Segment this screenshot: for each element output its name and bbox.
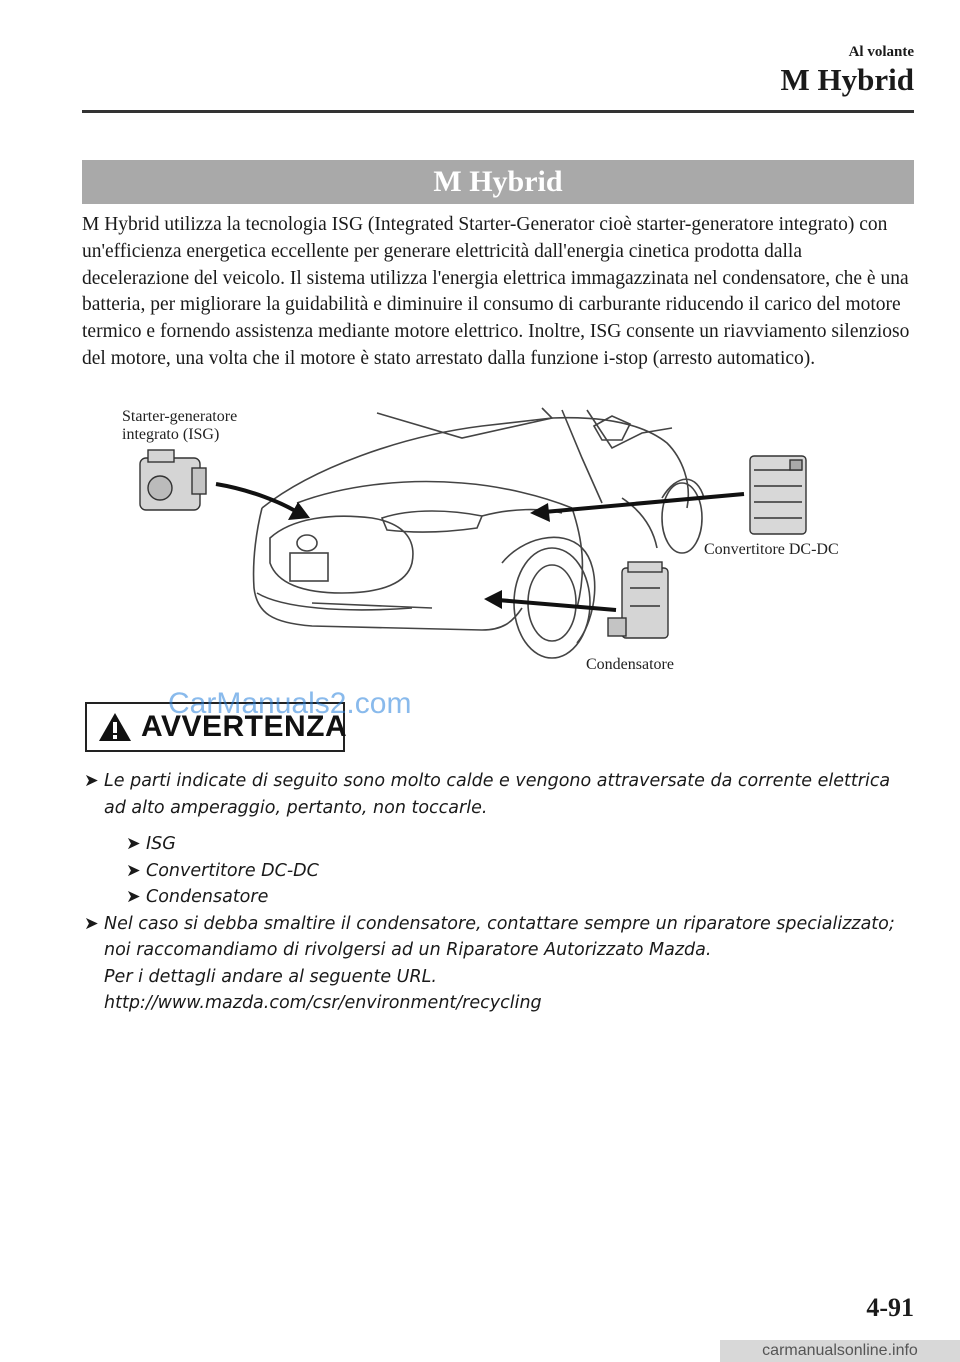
- label-dcdc: Convertitore DC-DC: [704, 541, 839, 558]
- header-chapter: M Hybrid: [780, 62, 914, 97]
- hybrid-components-figure: [82, 398, 914, 688]
- header-rule: [82, 110, 914, 113]
- capacitor-component: [608, 562, 668, 638]
- page-title: M Hybrid: [82, 160, 914, 204]
- warning-sub-item: ➤ Condensatore: [104, 884, 914, 911]
- footer-site: carmanualsonline.info: [720, 1340, 960, 1362]
- isg-component: [140, 450, 206, 510]
- arrow-bullet-icon: ➤: [126, 887, 141, 907]
- arrow-bullet-icon: ➤: [84, 913, 99, 934]
- intro-paragraph: M Hybrid utilizza la tecnologia ISG (Integrated Starter-Generator cioè starter-generatore integrato) con un'efficienza energetica eccellente per generare elettricità dall'energia cinetica prodotta dalla decelerazione del veicolo. Il sistema utilizza l'energia elettrica immagazzinata nel condensatore, che è una batteria, per migliorare la guidabilità e diminuire il consumo di carburante riducendo il carico del motore termico e fornendo assistenza mediante motore elettrico. Inoltre, ISG consente un riavviamento silenzioso del motore, una volta che il motore è stato arrestato dalla funzione i-stop (arresto automatico).: [82, 214, 910, 369]
- warning-label: AVVERTENZA: [141, 710, 348, 743]
- arrow-bullet-icon: ➤: [84, 771, 99, 791]
- header-section: Al volante: [848, 44, 914, 60]
- arrow-bullet-icon: ➤: [126, 860, 141, 881]
- warning-triangle-icon: [97, 711, 133, 743]
- label-isg: Starter-generatore integrato (ISG): [122, 408, 238, 443]
- warning-sub-item: ➤ ISG: [104, 831, 914, 858]
- label-capacitor: Condensatore: [586, 656, 674, 673]
- warning-item-hot-parts: ➤ Le parti indicate di seguito sono molto calde e vengono attraversate da corrente elettrica ad alto amperaggio, pertanto, non toccarle. ➤ ISG ➤ Convertitore DC-DC ➤ Condensatore: [84, 768, 914, 911]
- warning-sub-item: ➤ Convertitore DC-DC: [104, 858, 914, 885]
- watermark: CarManuals2.com: [168, 687, 412, 720]
- page-number: 4-91: [866, 1293, 914, 1322]
- warning-list: [84, 768, 914, 1017]
- warning-box: [85, 702, 348, 752]
- details-line: Per i dettagli andare al seguente URL.: [104, 966, 437, 987]
- warning-item-disposal: ➤ Nel caso si debba smaltire il condensatore, contattare sempre un riparatore specializzato; noi raccomandiamo di rivolgersi ad un Riparatore Autorizzato Mazda. Per i dettagli andare al seguente URL. http://www.mazda.com/csr/environment/recycling: [84, 911, 914, 1017]
- warning-sub-list: [104, 831, 914, 911]
- recycling-url[interactable]: http://www.mazda.com/csr/environment/recycling: [104, 993, 542, 1013]
- dcdc-component: [750, 456, 806, 534]
- arrow-bullet-icon: ➤: [126, 834, 141, 854]
